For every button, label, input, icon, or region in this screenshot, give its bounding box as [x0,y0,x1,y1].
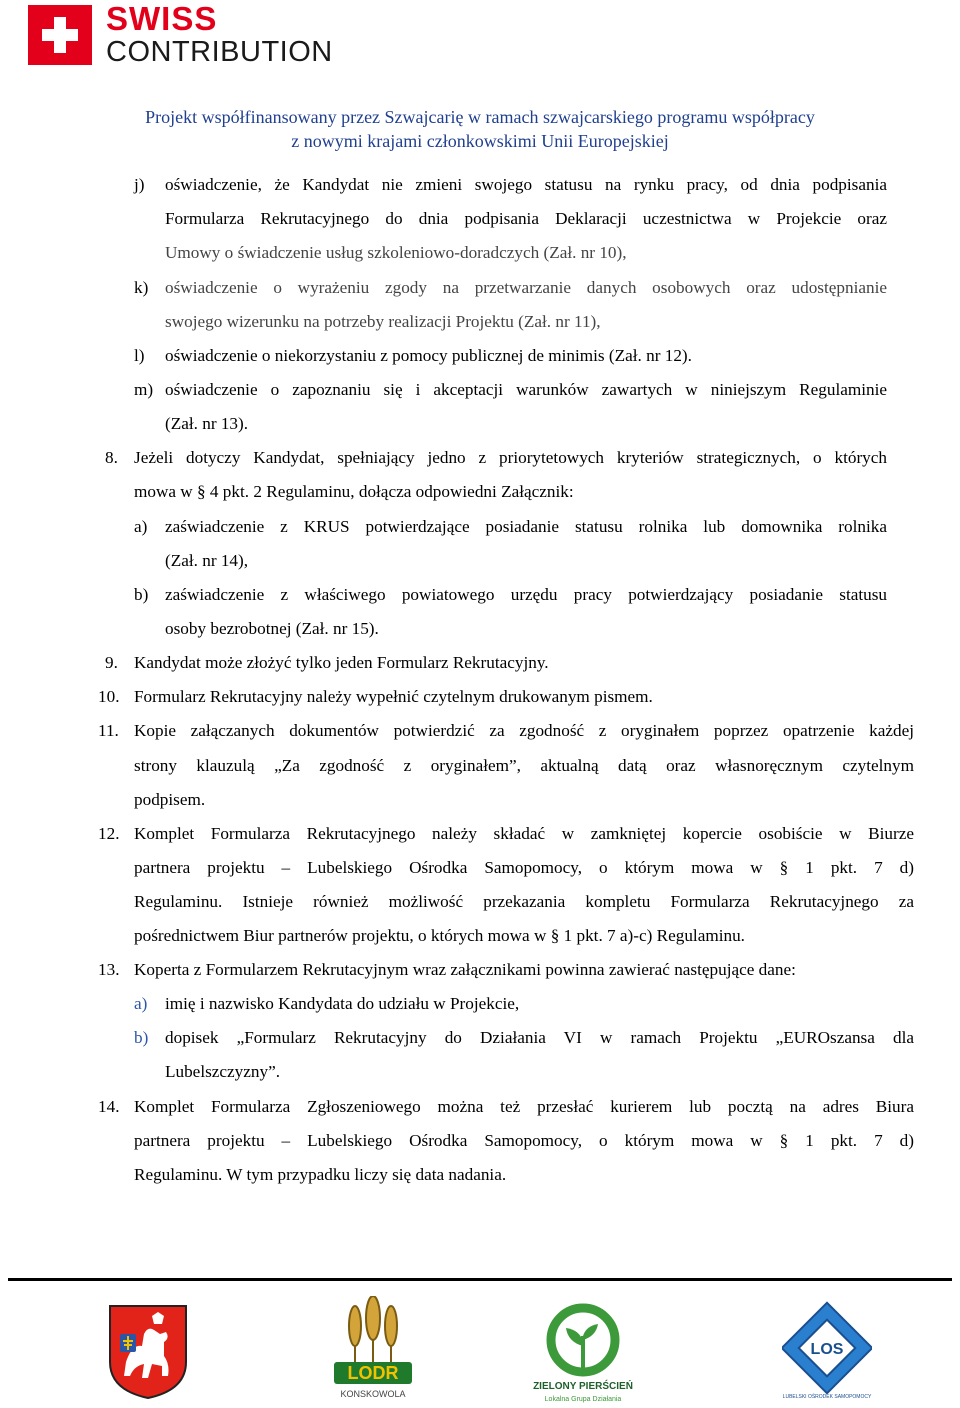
point-9-line: Kandydat może złożyć tylko jeden Formularz Rekrutacyjny. [134,653,549,672]
item-j-line: Formularza Rekrutacyjnego do dnia podpisania Deklaracji uczestnictwa w Projekcie oraz [165,209,887,228]
footer-divider [8,1278,952,1281]
lubelskie-coat-of-arms-logo [108,1304,188,1400]
point-13-sub-label-b: b) [134,1028,149,1047]
point-12-line: Komplet Formularza Rekrutacyjnego należy składać w zamkniętej kopercie osobiście w Biurze [134,824,914,843]
point-10-line: Formularz Rekrutacyjny należy wypełnić czytelnym drukowanym pismem. [134,687,653,706]
item-k-line: oświadczenie o wyrażeniu zgody na przetwarzanie danych osobowych oraz udostępnianie [165,278,887,297]
point-14-line: partnera projektu – Lubelskiego Ośrodka Samopomocy, o którym mowa w § 1 pkt. 7 d) [134,1131,914,1150]
point-12-line: pośrednictwem Biur partnerów projektu, o których mowa w § 1 pkt. 7 a)-c) Regulaminu. [134,926,745,945]
item-j-line: Umowy o świadczenie usług szkoleniowo-doradczych (Zał. nr 10), [165,243,627,262]
swiss-contribution-logo [28,0,348,68]
item-label-m: m) [134,380,154,399]
point-8-sub-a-line: (Zał. nr 14), [165,551,249,570]
lodr-logo [330,1296,416,1404]
zielony-logo-title: ZIELONY PIERŚCIEŃ [533,1381,633,1392]
item-k-line: swojego wizerunku na potrzeby realizacji Projektu (Zał. nr 11), [165,312,601,331]
item-label-l: l) [134,346,145,365]
point-14-line: Komplet Formularza Zgłoszeniowego można też przesłać kurierem lub pocztą na adres Biura [134,1097,914,1116]
item-l-line: oświadczenie o niekorzystaniu z pomocy publicznej de minimis (Zał. nr 12). [165,346,692,365]
point-13-sub-b-line: Lubelszczyzny”. [165,1062,281,1081]
lodr-logo-text: LODR [347,1363,399,1383]
point-number-12: 12. [98,824,120,843]
zielony-logo-subtitle: Lokalna Grupa Działania [544,1396,622,1403]
point-14-line: Regulaminu. W tym przypadku liczy się data nadania. [134,1165,507,1184]
item-m-line: (Zał. nr 13). [165,414,249,433]
los-logo [782,1298,872,1402]
item-label-j: j) [134,175,145,194]
point-11-line: strony klauzulą „Za zgodność z oryginałem”, aktualną datą oraz własnoręcznym czytelnym [134,756,914,775]
lodr-logo-subtext: KONSKOWOLA [340,1389,406,1399]
item-label-k: k) [134,278,149,297]
logo-text-contribution: CONTRIBUTION [106,36,333,68]
point-13-line: Koperta z Formularzem Rekrutacyjnym wraz załącznikami powinna zawierać następujące dane: [134,960,796,979]
point-number-9: 9. [105,653,118,672]
point-13-sub-a-line: imię i nazwisko Kandydata do udziału w Projekcie, [165,994,520,1013]
point-number-8: 8. [105,448,118,467]
los-logo-ring-text: LUBELSKI OŚRODEK SAMOPOMOCY [782,1394,872,1400]
point-8-sub-a-line: zaświadczenie z KRUS potwierdzające posiadanie statusu rolnika lub domownika rolnika [165,517,887,536]
point-12-line: Regulaminu. Istnieje również możliwość przekazania kompletu Formularza Rekrutacyjnego za [134,892,914,911]
point-12-line: partnera projektu – Lubelskiego Ośrodka Samopomocy, o którym mowa w § 1 pkt. 7 d) [134,858,914,877]
subtitle-line: Projekt współfinansowany przez Szwajcarię w ramach szwajcarskiego programu współpracy [145,107,815,127]
subtitle-line: z nowymi krajami członkowskimi Unii Europejskiej [291,131,669,151]
point-11-line: podpisem. [134,790,206,809]
zielony-pierscien-logo [532,1302,634,1406]
item-j-line: oświadczenie, że Kandydat nie zmieni swojego statusu na rynku pracy, od dnia podpisania [165,175,887,194]
point-8-line: mowa w § 4 pkt. 2 Regulaminu, dołącza odpowiedni Załącznik: [134,482,574,501]
item-m-line: oświadczenie o zapoznaniu się i akceptacji warunków zawartych w niniejszym Regulaminie [165,380,887,399]
point-number-13: 13. [98,960,120,979]
project-subtitle [0,105,960,153]
point-13-sub-b-line: dopisek „Formularz Rekrutacyjny do Działania VI w ramach Projektu „EUROszansa dla [165,1028,914,1047]
swiss-cross-icon [28,5,92,65]
point-8-sub-label-a: a) [134,517,148,536]
point-number-10: 10. [98,687,120,706]
point-8-line: Jeżeli dotyczy Kandydat, spełniający jedno z priorytetowych kryteriów strategicznych, o których [134,448,887,467]
point-8-sub-label-b: b) [134,585,149,604]
logo-text-swiss: SWISS [106,0,218,37]
point-13-sub-label-a: a) [134,994,148,1013]
point-number-14: 14. [98,1097,120,1116]
point-8-sub-b-line: zaświadczenie z właściwego powiatowego urzędu pracy potwierdzający posiadanie statusu [165,585,887,604]
point-8-sub-b-line: osoby bezrobotnej (Zał. nr 15). [165,619,379,638]
point-number-11: 11. [98,721,119,740]
point-11-line: Kopie załączanych dokumentów potwierdzić za zgodność z oryginałem poprzez opatrzenie każdej [134,721,914,740]
los-logo-text: LOS [810,1341,844,1358]
